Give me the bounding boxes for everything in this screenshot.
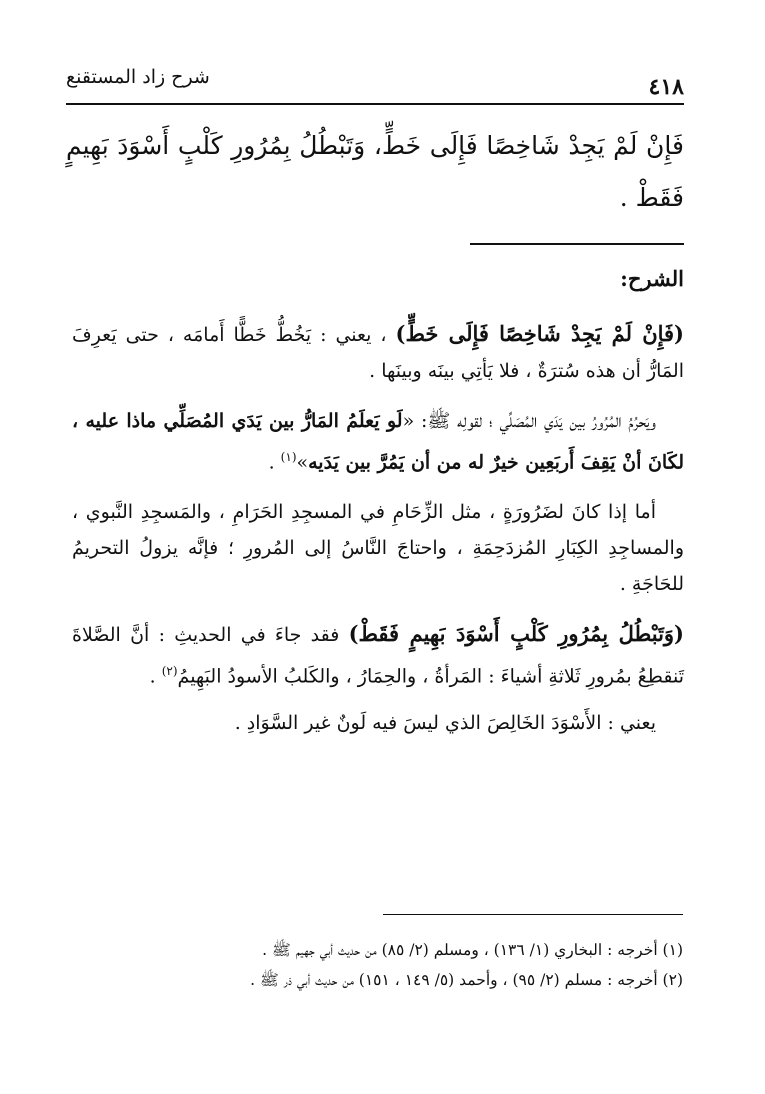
footnote-2: (٢) أخرجه : مسلم (٢/ ٩٥) ، وأحمد (٥/ ١٤٩ ، ١٥١) من حديث أبي ذر ﷺ . <box>250 971 683 989</box>
matn-divider <box>470 243 684 245</box>
sharh-heading: الشرح: <box>620 266 684 291</box>
quote-close: » <box>296 451 309 474</box>
paragraph-line-drawing <box>72 316 684 389</box>
footnotes <box>80 935 683 995</box>
paragraph-text: فقد جاءَ في الحديثِ : أنَّ الصَّلاةَ تَنقطِعُ بمُرورِ ثَلاثةِ أشياءَ : المَرأةُ ، والحِمَارُ ، والكَلبُ الأسودُ البَهِيمُ <box>72 624 684 688</box>
page-header <box>66 62 684 106</box>
paragraph-text: يعني : الأَسْوَدَ الخَالِصَ الذي ليسَ فيه لَونٌ غير السَّوَادِ . <box>234 711 656 734</box>
footnote-divider <box>383 914 683 915</box>
matn-text: فَإِنْ لَمْ يَجِدْ شَاخِصًا فَإِلَى خَطٍّ، وَتَبْطُلُ بِمُرُورِ كَلْبٍ أَسْوَدَ بَهِيمٍ فَقَطْ . <box>66 131 684 212</box>
paragraph-passing-prohibition <box>72 403 684 480</box>
paragraph-definition <box>72 705 684 741</box>
hadith-text: لَو يَعلَمُ المَارُّ بين يَدَي المُصَلِّي ماذا عليه ، لكَانَ أنْ يَقِفَ أَربَعِين خيرٌ له من أن يَمُرَّ بين يَدَيه <box>72 410 684 474</box>
book-title: شرح زاد المستقنع <box>66 66 210 88</box>
page-number: ٤١٨ <box>648 74 684 100</box>
paragraph-text: ، يعني : يَخُطُّ خَطًّا أَمامَه ، حتى يَعرِفَ المَارُّ أن هذه سُترَةٌ ، فلا يَأتِي بينَه وبينَها . <box>72 324 684 382</box>
paragraph-text: أما إذا كانَ لضَرُورَةٍ ، مثل الزِّحَامِ في المسجِدِ الحَرَامِ ، والمَسجِدِ النَّبوي ، والمساجِدِ الكِبَارِ المُزدَحِمَةِ ، واحتاجَ النَّاسُ إلى المُرورِ ؛ فإنَّه يزولُ التحريمُ للحَاجَةِ . <box>72 501 684 596</box>
sentence-end: . <box>268 451 275 474</box>
paragraph-necessity <box>72 494 684 602</box>
sentence-end: . <box>149 665 156 688</box>
header-divider <box>66 103 684 105</box>
footnote-1: (١) أخرجه : البخاري (١/ ١٣٦) ، ومسلم (٢/ ٨٥) من حديث أبي جهيم ﷺ . <box>262 941 683 959</box>
footnote-ref: (٢) <box>161 664 178 679</box>
paragraph-invalidation <box>72 616 684 694</box>
commentary-body <box>72 316 684 755</box>
quoted-matn: (وَتَبْطُلُ بِمُرُورِ كَلْبٍ أَسْوَدَ بَهِيمٍ فَقَطْ) <box>348 621 684 647</box>
paragraph-text: ويَحرُمُ المُرُورُ بين يَدَي المُصَلِّي ؛ لقولِه ﷺ: « <box>402 410 656 432</box>
footnote-ref: (١) <box>280 450 297 464</box>
quoted-matn: (فَإِنْ لَمْ يَجِدْ شَاخِصًا فَإِلَى خَطٍّ) <box>395 321 684 346</box>
